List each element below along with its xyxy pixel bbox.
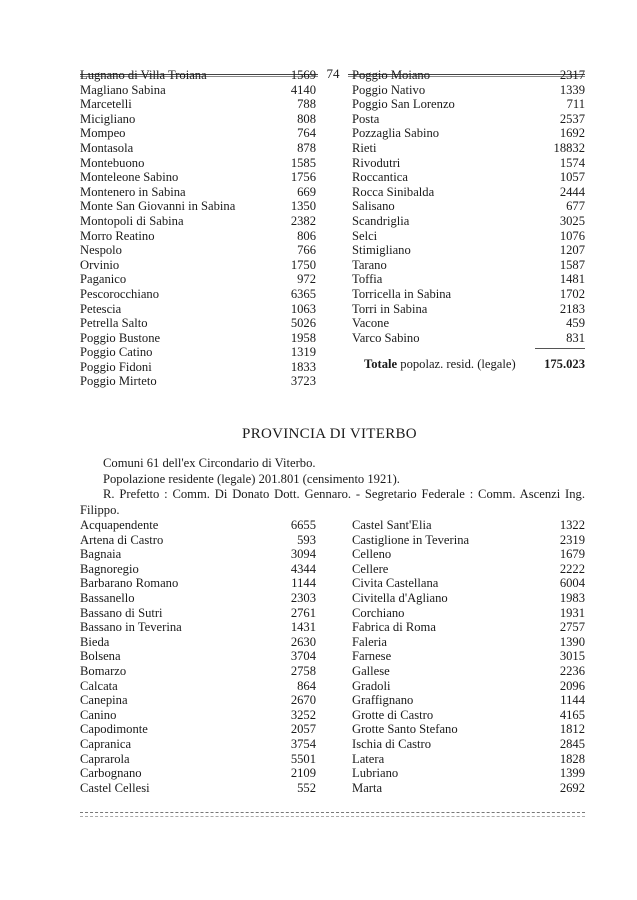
population-value: 2303 <box>290 590 316 605</box>
population-value: 1057 <box>559 170 585 185</box>
list-item <box>352 533 585 548</box>
population-value: 3015 <box>559 649 585 664</box>
list-item <box>352 199 585 214</box>
municipality-name: Bagnoregio <box>80 561 139 576</box>
list-item <box>352 243 585 258</box>
municipality-name: Petrella Salto <box>80 316 148 331</box>
population-value: 2183 <box>559 301 585 316</box>
municipality-name: Torricella in Sabina <box>352 286 452 301</box>
list-item <box>80 752 316 767</box>
population-value: 459 <box>566 316 585 331</box>
list-item <box>352 331 585 346</box>
municipality-name: Gradoli <box>352 678 391 693</box>
population-value: 1679 <box>559 547 585 562</box>
population-value: 1750 <box>290 257 316 272</box>
municipality-name: Poggio Catino <box>80 345 153 360</box>
municipality-name: Civitella d'Agliano <box>352 590 448 605</box>
population-value: 4140 <box>290 82 316 97</box>
list-item <box>352 214 585 229</box>
population-value: 1569 <box>290 68 316 82</box>
municipality-name: Scandriglia <box>352 213 410 228</box>
municipality-name: Grotte Santo Stefano <box>352 722 458 737</box>
population-value: 766 <box>297 243 316 258</box>
intro-line: Comuni 61 dell'ex Circondario di Viterbo. <box>103 456 316 470</box>
municipality-name: Castel Cellesi <box>80 780 150 795</box>
population-value: 677 <box>566 199 585 214</box>
list-item <box>352 156 585 171</box>
list-item <box>80 360 316 375</box>
municipality-name: Poggio Bustone <box>80 330 161 345</box>
list-item <box>352 185 585 200</box>
list-item <box>80 562 316 577</box>
list-item <box>352 272 585 287</box>
municipality-name: Poggio Nativo <box>352 82 426 97</box>
population-value: 806 <box>297 228 316 243</box>
municipality-name: Orvinio <box>80 257 120 272</box>
list-item <box>352 68 585 83</box>
population-value: 788 <box>297 97 316 112</box>
list-item <box>80 518 316 533</box>
total-value: 175.023 <box>544 357 585 372</box>
municipality-name: Lubriano <box>352 766 399 781</box>
list-item <box>80 693 316 708</box>
municipality-name: Carbognano <box>80 766 142 781</box>
municipality-name: Stimigliano <box>352 243 411 258</box>
municipality-name: Bassano in Teverina <box>80 620 182 635</box>
population-value: 1585 <box>290 155 316 170</box>
list-item <box>80 533 316 548</box>
municipality-name: Latera <box>352 751 385 766</box>
population-value: 4344 <box>290 561 316 576</box>
municipality-name: Canino <box>80 707 117 722</box>
municipality-name: Graffignano <box>352 693 414 708</box>
population-value: 972 <box>297 272 316 287</box>
rieti-list-right-rows <box>352 68 585 345</box>
population-value: 1144 <box>291 576 316 591</box>
intro-line: Popolazione residente (legale) 201.801 (censimento 1921). <box>103 471 400 486</box>
list-item <box>352 591 585 606</box>
list-item <box>80 781 316 796</box>
population-value: 1390 <box>559 634 585 649</box>
population-value: 4165 <box>559 707 585 722</box>
municipality-name: Bagnaia <box>80 547 122 562</box>
municipality-name: Caprarola <box>80 751 130 766</box>
section-title: PROVINCIA DI VITERBO <box>242 426 417 442</box>
footer-rule-secondary <box>80 816 585 817</box>
municipality-name: Faleria <box>352 634 387 649</box>
list-item <box>80 287 316 302</box>
population-value: 878 <box>297 140 316 155</box>
municipality-name: Bolsena <box>80 649 121 664</box>
municipality-name: Canepina <box>80 693 128 708</box>
population-value: 1399 <box>559 766 585 781</box>
population-value: 2761 <box>290 605 316 620</box>
list-item <box>80 185 316 200</box>
municipality-name: Bomarzo <box>80 663 127 678</box>
list-item <box>352 664 585 679</box>
municipality-name: Morro Reatino <box>80 228 155 243</box>
municipality-name: Micigliano <box>80 111 136 126</box>
list-item <box>352 316 585 331</box>
list-item <box>80 374 316 389</box>
list-item <box>80 68 316 83</box>
list-item <box>352 83 585 98</box>
list-item <box>80 141 316 156</box>
municipality-name: Marta <box>352 780 383 795</box>
population-value: 831 <box>566 330 585 345</box>
municipality-name: Castel Sant'Elia <box>352 518 432 532</box>
municipality-name: Montenero in Sabina <box>80 184 186 199</box>
municipality-name: Capodimonte <box>80 722 148 737</box>
list-item <box>80 766 316 781</box>
population-value: 1322 <box>559 518 585 532</box>
list-item <box>80 214 316 229</box>
municipality-name: Civita Castellana <box>352 576 439 591</box>
population-value: 1431 <box>290 620 316 635</box>
municipality-name: Roccantica <box>352 170 408 185</box>
list-item <box>352 126 585 141</box>
population-value: 711 <box>566 97 585 112</box>
list-item <box>80 199 316 214</box>
list-item <box>80 635 316 650</box>
list-item <box>352 620 585 635</box>
population-value: 1812 <box>559 722 585 737</box>
total-label: popolaz. resid. (legale) <box>397 357 516 372</box>
municipality-name: Pozzaglia Sabino <box>352 126 440 141</box>
municipality-name: Ischia di Castro <box>352 736 432 751</box>
municipality-name: Rivodutri <box>352 155 401 170</box>
population-value: 2236 <box>559 663 585 678</box>
list-item <box>352 287 585 302</box>
municipality-name: Selci <box>352 228 378 243</box>
list-item <box>352 547 585 562</box>
list-item <box>80 576 316 591</box>
rieti-list-left <box>80 68 316 389</box>
footer-rule <box>80 812 585 813</box>
population-value: 1481 <box>559 272 585 287</box>
list-item <box>80 679 316 694</box>
population-value: 2057 <box>290 722 316 737</box>
municipality-name: Montebuono <box>80 155 145 170</box>
population-value: 2757 <box>559 620 585 635</box>
municipality-name: Corchiano <box>352 605 405 620</box>
list-item <box>80 649 316 664</box>
population-value: 2319 <box>559 532 585 547</box>
population-value: 1574 <box>559 155 585 170</box>
intro-line: R. Prefetto : Comm. Di Donato Dott. Gennaro. - Segretario Federale : Comm. Ascenzi Ing. Filippo. <box>80 487 585 517</box>
population-value: 2444 <box>559 184 585 199</box>
viterbo-list-right <box>352 518 585 795</box>
municipality-name: Marcetelli <box>80 97 132 112</box>
municipality-name: Petescia <box>80 301 122 316</box>
municipality-name: Paganico <box>80 272 127 287</box>
municipality-name: Poggio San Lorenzo <box>352 97 455 112</box>
population-value: 2109 <box>290 766 316 781</box>
population-value: 2670 <box>290 693 316 708</box>
population-value: 3723 <box>290 374 316 389</box>
municipality-name: Grotte di Castro <box>352 707 434 722</box>
population-value: 1076 <box>559 228 585 243</box>
population-value: 808 <box>297 111 316 126</box>
list-item <box>352 97 585 112</box>
list-item <box>80 272 316 287</box>
municipality-name: Mompeo <box>80 126 126 141</box>
population-value: 3704 <box>290 649 316 664</box>
municipality-name: Rocca Sinibalda <box>352 184 435 199</box>
population-value: 2382 <box>290 213 316 228</box>
municipality-name: Tarano <box>352 257 387 272</box>
population-value: 1144 <box>560 693 585 708</box>
list-item <box>80 316 316 331</box>
municipality-name: Torri in Sabina <box>352 301 428 316</box>
list-item <box>80 243 316 258</box>
municipality-name: Pescorocchiano <box>80 286 160 301</box>
list-item <box>80 97 316 112</box>
population-value: 1833 <box>290 359 316 374</box>
list-item <box>80 737 316 752</box>
population-value: 5501 <box>290 751 316 766</box>
population-value: 3094 <box>290 547 316 562</box>
list-item <box>352 722 585 737</box>
municipality-name: Celleno <box>352 547 392 562</box>
list-item <box>80 126 316 141</box>
list-item <box>80 708 316 723</box>
viterbo-list-left <box>80 518 316 795</box>
population-value: 1692 <box>559 126 585 141</box>
municipality-name: Varco Sabino <box>352 330 420 345</box>
population-value: 2845 <box>559 736 585 751</box>
population-value: 6004 <box>559 576 585 591</box>
list-item <box>352 766 585 781</box>
list-item <box>80 664 316 679</box>
municipality-name: Rieti <box>352 140 377 155</box>
municipality-name: Toffia <box>352 272 383 287</box>
municipality-name: Poggio Mirteto <box>80 374 157 389</box>
population-value: 2537 <box>559 111 585 126</box>
municipality-name: Bassanello <box>80 590 135 605</box>
municipality-name: Lugnano di Villa Troiana <box>80 68 207 82</box>
population-value: 3025 <box>559 213 585 228</box>
rieti-list-right <box>352 68 585 372</box>
list-item <box>352 112 585 127</box>
municipality-name: Vacone <box>352 316 390 331</box>
population-value: 2222 <box>559 561 585 576</box>
municipality-name: Fabrica di Roma <box>352 620 436 635</box>
population-value: 6655 <box>290 518 316 532</box>
sum-rule <box>535 348 585 349</box>
municipality-name: Calcata <box>80 678 118 693</box>
population-value: 864 <box>297 678 316 693</box>
population-value: 552 <box>297 780 316 795</box>
population-value: 1587 <box>559 257 585 272</box>
municipality-name: Poggio Fidoni <box>80 359 152 374</box>
municipality-name: Farnese <box>352 649 392 664</box>
population-value: 1958 <box>290 330 316 345</box>
municipality-name: Montasola <box>80 140 134 155</box>
list-item <box>80 258 316 273</box>
population-value: 3252 <box>290 707 316 722</box>
population-value: 1983 <box>559 590 585 605</box>
list-item <box>80 156 316 171</box>
population-value: 1319 <box>290 345 316 360</box>
municipality-name: Bieda <box>80 634 110 649</box>
list-item <box>80 112 316 127</box>
municipality-name: Acquapendente <box>80 518 159 532</box>
municipality-name: Magliano Sabina <box>80 82 166 97</box>
list-item <box>352 518 585 533</box>
municipality-name: Nespolo <box>80 243 122 258</box>
list-item <box>352 752 585 767</box>
municipality-name: Poggio Moiano <box>352 68 431 82</box>
municipality-name: Capranica <box>80 736 132 751</box>
population-value: 2692 <box>559 780 585 795</box>
list-item <box>80 229 316 244</box>
total-row <box>364 356 585 372</box>
municipality-name: Posta <box>352 111 380 126</box>
list-item <box>80 83 316 98</box>
total-bold-label: Totale <box>364 357 398 372</box>
list-item <box>352 170 585 185</box>
municipality-name: Monte San Giovanni in Sabina <box>80 199 236 214</box>
list-item <box>352 679 585 694</box>
population-value: 593 <box>297 532 316 547</box>
list-item <box>80 606 316 621</box>
municipality-name: Montopoli di Sabina <box>80 213 184 228</box>
population-value: 1702 <box>559 286 585 301</box>
list-item <box>352 258 585 273</box>
list-item <box>80 547 316 562</box>
municipality-name: Bassano di Sutri <box>80 605 163 620</box>
population-value: 2096 <box>559 678 585 693</box>
municipality-name: Barbarano Romano <box>80 576 179 591</box>
population-value: 1931 <box>559 605 585 620</box>
section-intro <box>80 456 585 518</box>
list-item <box>80 331 316 346</box>
population-value: 2317 <box>559 68 585 82</box>
population-value: 6365 <box>290 286 316 301</box>
list-item <box>80 345 316 360</box>
page-number: 74 <box>326 66 340 81</box>
list-item <box>352 708 585 723</box>
list-item <box>352 606 585 621</box>
municipality-name: Salisano <box>352 199 395 214</box>
population-value: 1339 <box>559 82 585 97</box>
municipality-name: Castiglione in Teverina <box>352 532 470 547</box>
list-item <box>352 693 585 708</box>
list-item <box>352 576 585 591</box>
list-item <box>352 649 585 664</box>
list-item <box>80 722 316 737</box>
municipality-name: Monteleone Sabino <box>80 170 179 185</box>
population-value: 3754 <box>290 736 316 751</box>
list-item <box>352 141 585 156</box>
municipality-name: Artena di Castro <box>80 532 164 547</box>
population-value: 1207 <box>559 243 585 258</box>
population-value: 1350 <box>290 199 316 214</box>
population-value: 1756 <box>290 170 316 185</box>
list-item <box>352 302 585 317</box>
municipality-name: Gallese <box>352 663 390 678</box>
list-item <box>352 781 585 796</box>
list-item <box>352 635 585 650</box>
population-value: 1063 <box>290 301 316 316</box>
population-value: 764 <box>297 126 316 141</box>
population-value: 2630 <box>290 634 316 649</box>
population-value: 1828 <box>559 751 585 766</box>
population-value: 18832 <box>553 140 585 155</box>
population-value: 669 <box>297 184 316 199</box>
list-item <box>80 302 316 317</box>
list-item <box>80 170 316 185</box>
population-value: 2758 <box>290 663 316 678</box>
list-item <box>352 229 585 244</box>
municipality-name: Cellere <box>352 561 389 576</box>
list-item <box>352 737 585 752</box>
list-item <box>80 620 316 635</box>
list-item <box>80 591 316 606</box>
population-value: 5026 <box>290 316 316 331</box>
list-item <box>352 562 585 577</box>
